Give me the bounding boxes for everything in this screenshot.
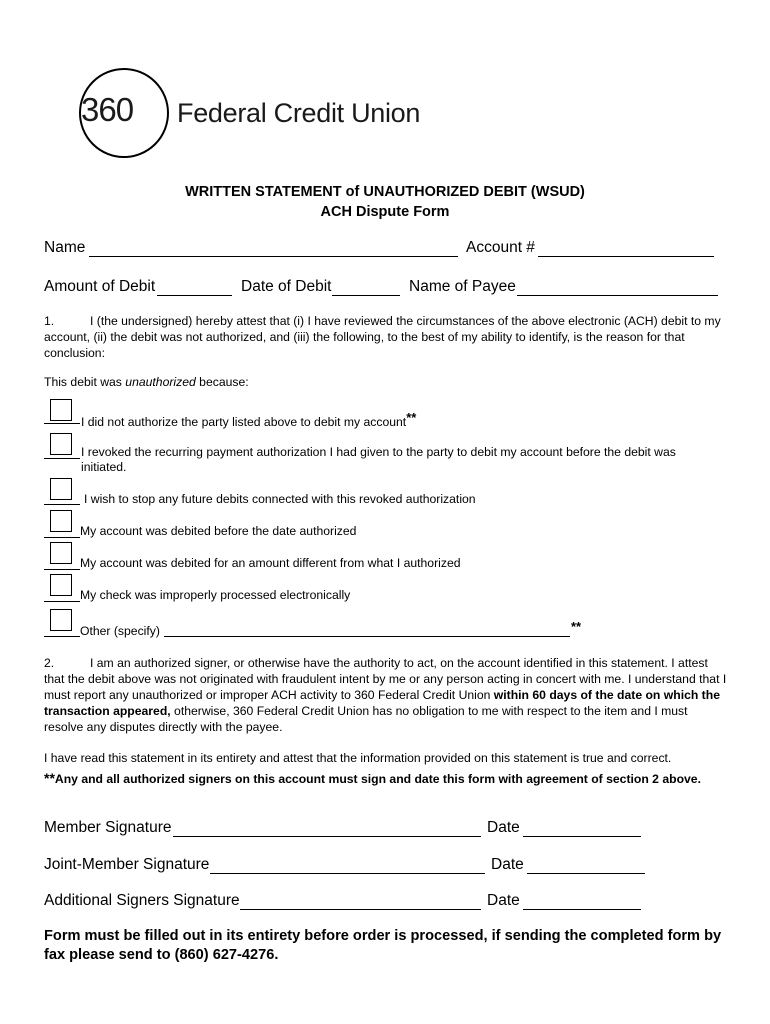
checkbox-underline xyxy=(44,601,80,602)
checkbox-not-authorized[interactable] xyxy=(50,399,72,421)
final-note: Form must be filled out in its entirety before order is processed, if sending the completed form by fax please send to (860) 627-4276. xyxy=(44,928,722,963)
checkbox-debited-before[interactable] xyxy=(50,510,72,532)
additional-signature-field[interactable] xyxy=(240,909,481,910)
logo-number: 360 xyxy=(81,91,134,128)
additional-date-label: Date xyxy=(487,892,520,909)
form-title: WRITTEN STATEMENT of UNAUTHORIZED DEBIT (WSUD) xyxy=(185,184,585,200)
other-mark: ** xyxy=(571,619,582,634)
member-signature-field[interactable] xyxy=(173,836,481,837)
form-subtitle: ACH Dispute Form xyxy=(320,204,450,220)
option-check-processed: My check was improperly processed electronically xyxy=(80,588,351,602)
name-field[interactable] xyxy=(89,256,458,257)
reason-intro: This debit was unauthorized because: xyxy=(44,375,249,389)
checkbox-revoked[interactable] xyxy=(50,433,72,455)
additional-signature-label: Additional Signers Signature xyxy=(44,892,240,909)
section1-number: 1. xyxy=(44,314,55,328)
joint-signature-field[interactable] xyxy=(210,873,485,874)
payee-field[interactable] xyxy=(517,295,718,296)
additional-date-field[interactable] xyxy=(523,909,641,910)
option-debited-before: My account was debited before the date authorized xyxy=(80,524,357,538)
payee-label: Name of Payee xyxy=(409,278,516,295)
member-signature-label: Member Signature xyxy=(44,819,172,836)
checkbox-underline xyxy=(44,504,80,505)
option-stop-future: I wish to stop any future debits connected with this revoked authorization xyxy=(84,492,476,506)
option-not-authorized: I did not authorize the party listed above to debit my account** xyxy=(81,410,417,429)
section2-text: I am an authorized signer, or otherwise have the authority to act, on the account identified in this statement. I attest that the debit above was not originated with fraudulent intent by me or any person acting in concert with me. I understand that I must report any unauthorized or improper ACH activity to 360 Federal Credit Union within 60 days of the date on which the transaction appeared, otherwise, 360 Federal Credit Union has no obligation to me with respect to the item and I must resolve any disputes directly with the payee. xyxy=(44,656,727,734)
section2-number: 2. xyxy=(44,656,55,670)
signers-note: **Any and all authorized signers on this account must sign and date this form with agreement of section 2 above. xyxy=(44,770,701,786)
checkbox-other[interactable] xyxy=(50,609,72,631)
date-of-debit-label: Date of Debit xyxy=(241,278,332,295)
account-label: Account # xyxy=(466,239,535,256)
joint-date-field[interactable] xyxy=(527,873,645,874)
checkbox-underline xyxy=(44,423,80,424)
member-date-field[interactable] xyxy=(523,836,641,837)
checkbox-underline xyxy=(44,537,80,538)
account-field[interactable] xyxy=(538,256,714,257)
option-revoked: I revoked the recurring payment authorization I had given to the party to debit my account before the debit was xyxy=(81,445,676,459)
name-label: Name xyxy=(44,239,86,256)
option-other-label: Other (specify) xyxy=(80,624,160,638)
attest-text: I have read this statement in its entirety and attest that the information provided on this statement is true and correct. xyxy=(44,751,672,765)
checkbox-underline xyxy=(44,458,80,459)
checkbox-stop-future[interactable] xyxy=(50,478,72,500)
member-date-label: Date xyxy=(487,819,520,836)
option-revoked-cont: initiated. xyxy=(81,460,127,474)
joint-signature-label: Joint-Member Signature xyxy=(44,856,210,873)
logo-name: Federal Credit Union xyxy=(177,98,421,128)
checkbox-check-processed[interactable] xyxy=(50,574,72,596)
checkbox-different-amount[interactable] xyxy=(50,542,72,564)
section1-text: I (the undersigned) hereby attest that (i) I have reviewed the circumstances of the above electronic (ACH) debit to my account, (ii) the debit was not authorized, and (iii) the following, to the best of my ability to identify, is the reason for that conclusion: xyxy=(44,314,721,360)
date-of-debit-field[interactable] xyxy=(332,295,400,296)
checkbox-underline xyxy=(44,636,80,637)
other-specify-field[interactable] xyxy=(164,636,570,637)
option-different-amount: My account was debited for an amount different from what I authorized xyxy=(80,556,461,570)
joint-date-label: Date xyxy=(491,856,524,873)
checkbox-underline xyxy=(44,569,80,570)
amount-field[interactable] xyxy=(157,295,232,296)
amount-label: Amount of Debit xyxy=(44,278,156,295)
